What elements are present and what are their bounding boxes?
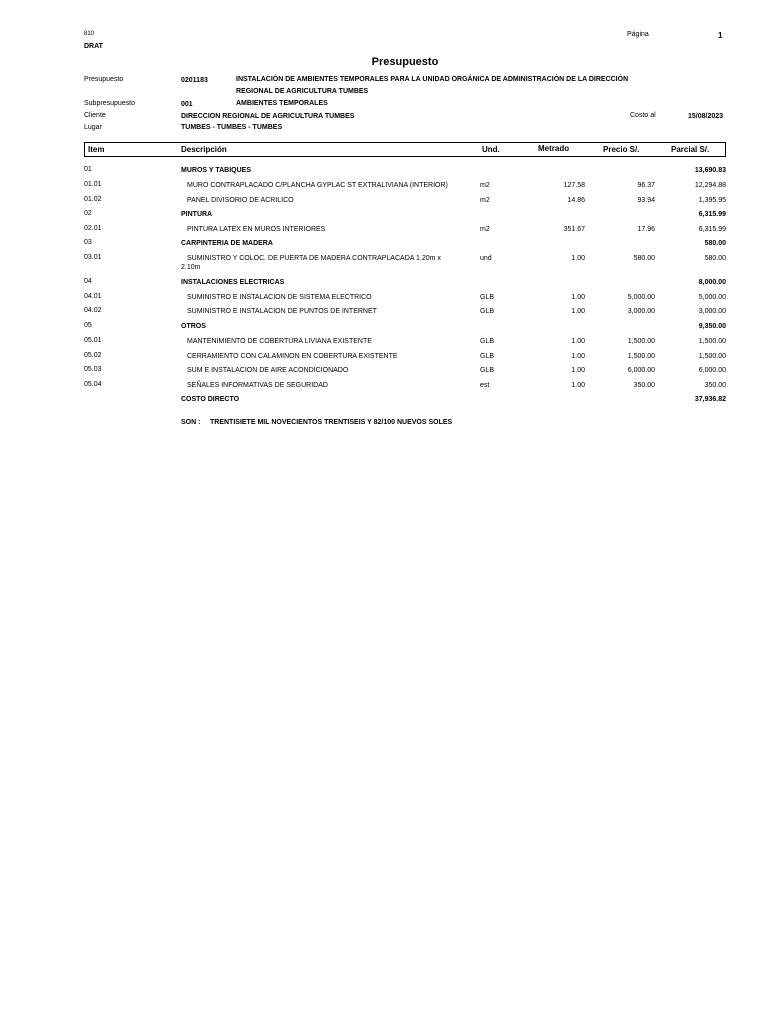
row-metrado: 1.00: [571, 308, 585, 315]
presupuesto-label: Presupuesto: [84, 76, 124, 83]
row-item-code: 02.01: [84, 225, 102, 232]
row-metrado: 1.00: [571, 382, 585, 389]
row-item-code: 03: [84, 239, 92, 246]
col-parcial: Parcial S/.: [671, 145, 710, 154]
row-precio: 580.00: [633, 255, 655, 262]
row-unit: GLB: [480, 308, 495, 315]
row-unit: m2: [480, 226, 490, 233]
col-und: Und.: [482, 145, 500, 154]
row-item-code: 04.01: [84, 293, 102, 300]
row-parcial: 6,000.00: [698, 367, 726, 374]
lugar-label: Lugar: [84, 124, 102, 131]
row-item-code: 05.03: [84, 366, 102, 373]
row-precio: 5,000.00: [627, 294, 655, 301]
row-precio: 1,500.00: [627, 353, 655, 360]
row-metrado: 1.00: [571, 367, 585, 374]
son-label: SON :: [181, 419, 201, 426]
col-precio: Precio S/.: [603, 145, 640, 154]
row-metrado: 1.00: [571, 338, 585, 345]
row-item-code: 04: [84, 278, 92, 285]
subpresupuesto-code: 001: [181, 101, 193, 108]
costo-directo-label: COSTO DIRECTO: [181, 396, 240, 403]
row-metrado: 14.86: [567, 197, 585, 204]
row-unit: m2: [480, 182, 490, 189]
row-precio: 350.00: [633, 382, 655, 389]
report-code: 810: [84, 31, 95, 37]
col-item: Item: [88, 145, 105, 154]
row-item-code: 01.01: [84, 181, 102, 188]
row-item-code: 04.02: [84, 307, 102, 314]
subpresupuesto-label: Subpresupuesto: [84, 100, 135, 107]
row-precio: 93.94: [637, 197, 655, 204]
row-description: PANEL DIVISORIO DE ACRILICO: [187, 197, 294, 204]
row-parcial: 1,395.95: [698, 197, 726, 204]
row-parcial: 3,000.00: [698, 308, 726, 315]
row-precio: 6,000.00: [627, 367, 655, 374]
row-item-code: 05.01: [84, 337, 102, 344]
subpresupuesto-name: AMBIENTES TEMPORALES: [236, 100, 328, 107]
org-name: DRAT: [84, 43, 103, 50]
row-parcial: 12,294.88: [694, 182, 726, 189]
row-parcial: 5,000.00: [698, 294, 726, 301]
row-precio: 1,500.00: [627, 338, 655, 345]
row-metrado: 351.67: [563, 226, 585, 233]
son-text: TRENTISIETE MIL NOVECIENTOS TRENTISEIS Y 82/100 NUEVOS SOLES: [210, 419, 453, 426]
presupuesto-name-line1: INSTALACIÓN DE AMBIENTES TEMPORALES PARA LA UNIDAD ORGÁNICA DE ADMINISTRACIÓN DE LA DIRECCIÓN: [236, 76, 629, 83]
row-description: MANTENIMIENTO DE COBERTURA LIVIANA EXISTENTE: [187, 338, 372, 345]
row-item-code: 02: [84, 210, 92, 217]
table-header: [84, 142, 726, 157]
row-description: SUM E INSTALACION DE AIRE ACONDICIONADO: [187, 367, 349, 374]
row-parcial: 1,500.00: [698, 353, 726, 360]
row-description: SUMINISTRO E INSTALACION DE PUNTOS DE INTERNET: [187, 308, 377, 315]
row-parcial: 9,350.00: [698, 323, 726, 330]
row-metrado: 127.58: [563, 182, 585, 189]
row-unit: m2: [480, 197, 490, 204]
row-description: PINTURA LATEX EN MUROS INTERIORES: [187, 226, 326, 233]
row-parcial: 6,315.99: [698, 211, 726, 218]
costo-date: 15/08/2023: [688, 113, 724, 120]
row-description: MURO CONTRAPLACADO C/PLANCHA GYPLAC ST EXTRALIVIANA (INTERIOR): [187, 182, 448, 189]
lugar-value: TUMBES - TUMBES - TUMBES: [181, 124, 283, 131]
row-unit: GLB: [480, 367, 495, 374]
row-item-code: 05.04: [84, 381, 102, 388]
costo-label: Costo al: [630, 112, 656, 119]
row-metrado: 1.00: [571, 255, 585, 262]
row-metrado: 1.00: [571, 353, 585, 360]
row-description: CERRAMIENTO CON CALAMINON EN COBERTURA EXISTENTE: [187, 353, 398, 360]
row-item-code: 01.02: [84, 196, 102, 203]
page-title: Presupuesto: [371, 56, 439, 68]
row-description: SUMINISTRO E INSTALACION DE SISTEMA ELECTRICO: [187, 294, 372, 301]
row-parcial: 580.00: [704, 255, 726, 262]
row-group-title: CARPINTERIA DE MADERA: [181, 240, 273, 247]
costo-directo-value: 37,936.82: [694, 396, 726, 403]
row-description: SUMINISTRO Y COLOC. DE PUERTA DE MADERA CONTRAPLACADA 1.20m x: [187, 255, 441, 262]
row-parcial: 580.00: [704, 240, 726, 247]
row-precio: 96.37: [637, 182, 655, 189]
row-group-title: PINTURA: [181, 211, 213, 218]
row-parcial: 1,500.00: [698, 338, 726, 345]
cliente-label: Cliente: [84, 112, 106, 119]
row-unit: est: [480, 382, 490, 389]
row-group-title: INSTALACIONES ELECTRICAS: [181, 279, 285, 286]
col-metrado: Metrado: [538, 144, 570, 153]
row-precio: 17.96: [637, 226, 655, 233]
page-label: Página: [627, 31, 649, 38]
row-parcial: 350.00: [704, 382, 726, 389]
row-item-code: 03.01: [84, 254, 102, 261]
row-unit: und: [480, 255, 492, 262]
row-item-code: 01: [84, 166, 92, 173]
row-precio: 3,000.00: [627, 308, 655, 315]
page-number: 1: [718, 31, 723, 40]
row-parcial: 8,000.00: [698, 279, 726, 286]
row-unit: GLB: [480, 338, 495, 345]
cliente-value: DIRECCION REGIONAL DE AGRICULTURA TUMBES: [181, 113, 355, 120]
col-descripcion: Descripción: [181, 145, 227, 154]
row-group-title: MUROS Y TABIQUES: [181, 167, 252, 174]
row-description: SEÑALES INFORMATIVAS DE SEGURIDAD: [187, 382, 328, 389]
row-parcial: 6,315.99: [698, 226, 726, 233]
row-parcial: 13,690.83: [694, 167, 726, 174]
row-unit: GLB: [480, 294, 495, 301]
row-description-cont: 2.10m: [181, 264, 201, 271]
row-unit: GLB: [480, 353, 495, 360]
row-metrado: 1.00: [571, 294, 585, 301]
presupuesto-name-line2: REGIONAL DE AGRICULTURA TUMBES: [236, 88, 369, 95]
row-group-title: OTROS: [181, 323, 206, 330]
row-item-code: 05: [84, 322, 92, 329]
presupuesto-code: 0201183: [181, 77, 208, 84]
row-item-code: 05.02: [84, 352, 102, 359]
